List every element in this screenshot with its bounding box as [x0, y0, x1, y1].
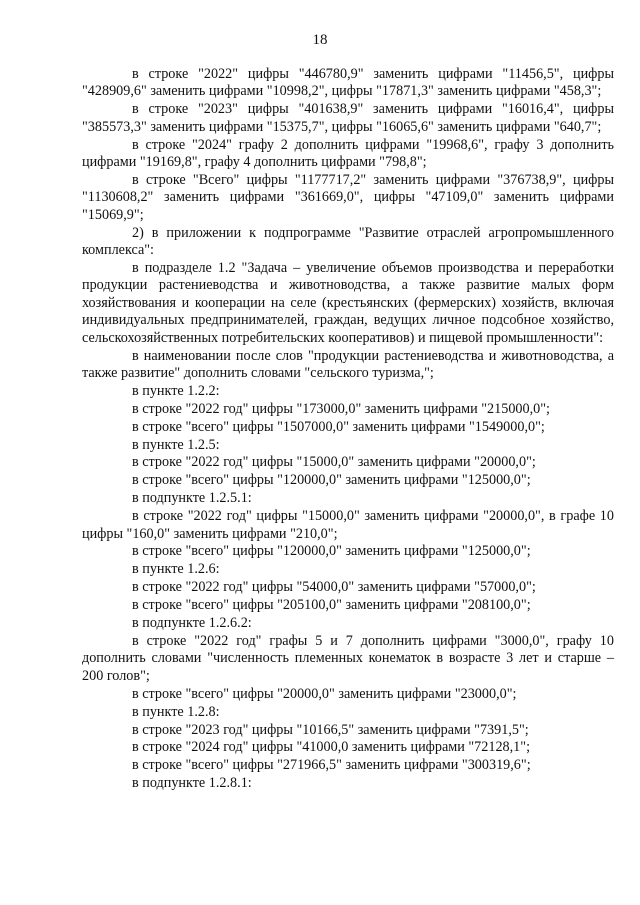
paragraph: в пункте 1.2.8: — [132, 703, 220, 720]
paragraph: в строке "2022" цифры "446780,9" заменить цифрами "11456,5", цифры "428909,6" заменить цифрами "10998,2", цифры "17871,3" заменить цифрами "458,3"; — [82, 66, 614, 100]
paragraph: в строке "2024" графу 2 дополнить цифрами "19968,6", графу 3 дополнить цифрами "19169,8", графу 4 дополнить цифрами "798,8"; — [82, 136, 614, 171]
paragraph: в строке "2024 год" цифры "41000,0 заменить цифрами "72128,1"; — [132, 739, 531, 756]
paragraph: в пункте 1.2.6: — [132, 561, 220, 578]
paragraph: в подразделе 1.2 "Задача – увеличение объемов производства и переработки продукции растениеводства и животноводства, а также развитие малых форм хозяйствования и кооперации на селе (крестьянских (фермерских) хозяйств, включая индивидуальных предпринимателей, граждан, ведущих личное подсобное хозяйство, сельскохозяйственных потребительских кооперативов) и пищевой промышленности": — [82, 259, 614, 346]
paragraph: в пункте 1.2.5: — [132, 436, 220, 453]
paragraph: в строке "2022 год" цифры "15000,0" заменить цифрами "20000,0", в графе 10 цифры "160,0" заменить цифрами "210,0"; — [82, 508, 614, 542]
paragraph: в строке "2022 год" цифры "173000,0" заменить цифрами "215000,0"; — [132, 400, 550, 417]
paragraph: в строке "всего" цифры "120000,0" заменить цифрами "125000,0"; — [132, 472, 531, 489]
paragraph: в строке "всего" цифры "1507000,0" заменить цифрами "1549000,0"; — [132, 418, 545, 435]
paragraph: в строке "всего" цифры "20000,0" заменить цифрами "23000,0"; — [132, 685, 517, 702]
page-number: 18 — [312, 32, 328, 48]
paragraph: в подпункте 1.2.5.1: — [132, 490, 252, 507]
paragraph: в строке "всего" цифры "271966,5" заменить цифрами "300319,6"; — [132, 757, 531, 774]
paragraph: в пункте 1.2.2: — [132, 382, 220, 399]
paragraph: в строке "2023" цифры "401638,9" заменить цифрами "16016,4", цифры "385573,3" заменить цифрами "15375,7", цифры "16065,6" заменить цифрами "640,7"; — [82, 101, 614, 135]
paragraph: в наименовании после слов "продукции растениеводства и животноводства, а также развитие" дополнить словами "сельского туризма,"; — [82, 347, 614, 381]
paragraph: в подпункте 1.2.6.2: — [132, 615, 252, 632]
paragraph: в строке "2022 год" графы 5 и 7 дополнить цифрами "3000,0", графу 10 дополнить словами "численность племенных конематок в возрасте 3 лет и старше – 200 голов"; — [82, 633, 614, 684]
paragraph: в подпункте 1.2.8.1: — [132, 775, 252, 792]
paragraph: 2) в приложении к подпрограмме "Развитие отраслей агропромышленного комплекса": — [82, 224, 614, 259]
paragraph: в строке "2023 год" цифры "10166,5" заменить цифрами "7391,5"; — [132, 721, 529, 738]
document-body — [82, 66, 614, 793]
paragraph: в строке "всего" цифры "120000,0" заменить цифрами "125000,0"; — [132, 543, 531, 560]
paragraph: в строке "всего" цифры "205100,0" заменить цифрами "208100,0"; — [132, 597, 531, 614]
paragraph: в строке "2022 год" цифры "15000,0" заменить цифрами "20000,0"; — [132, 454, 536, 471]
paragraph: в строке "2022 год" цифры "54000,0" заменить цифрами "57000,0"; — [132, 579, 536, 596]
paragraph: в строке "Всего" цифры "1177717,2" заменить цифрами "376738,9", цифры "1130608,2" заменить цифрами "361669,0", цифры "47109,0" заменить цифрами "15069,9"; — [82, 171, 614, 223]
